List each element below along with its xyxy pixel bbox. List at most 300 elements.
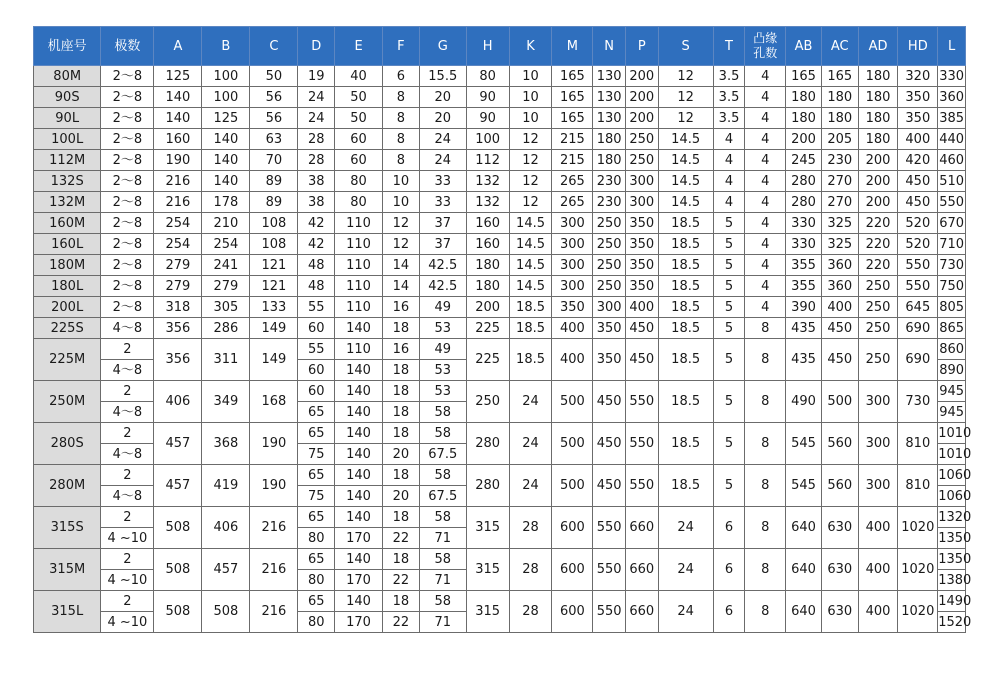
table-row	[34, 234, 966, 255]
c-cell: 133	[250, 297, 298, 318]
a-cell: 356	[154, 318, 202, 339]
ab-cell: 355	[786, 276, 822, 297]
table-row	[34, 381, 966, 402]
poles-cell: 2	[101, 549, 154, 570]
table-row	[34, 150, 966, 171]
ad-cell: 400	[858, 549, 898, 591]
l-cell: 1380	[938, 570, 966, 591]
e-cell: 80	[335, 192, 383, 213]
table-row	[34, 423, 966, 444]
a-cell: 140	[154, 87, 202, 108]
h-cell: 80	[466, 66, 509, 87]
ad-cell: 250	[858, 276, 898, 297]
poles-cell: 4～8	[101, 486, 154, 507]
hd-cell: 810	[898, 465, 938, 507]
e-cell: 170	[335, 528, 383, 549]
table-row	[34, 87, 966, 108]
f-cell: 8	[383, 150, 420, 171]
l-cell: 460	[938, 150, 966, 171]
p-cell: 400	[625, 297, 658, 318]
poles-cell: 2～8	[101, 66, 154, 87]
h-cell: 100	[466, 129, 509, 150]
table-row	[34, 129, 966, 150]
model-cell: 180M	[34, 255, 101, 276]
l-cell: 385	[938, 108, 966, 129]
l-cell: 1490	[938, 591, 966, 612]
holes-cell: 8	[745, 549, 786, 591]
b-cell: 311	[202, 339, 250, 381]
d-cell: 24	[298, 87, 335, 108]
poles-cell: 4～8	[101, 444, 154, 465]
a-cell: 216	[154, 192, 202, 213]
b-cell: 100	[202, 66, 250, 87]
model-cell: 225M	[34, 339, 101, 381]
d-cell: 24	[298, 108, 335, 129]
ad-cell: 180	[858, 108, 898, 129]
n-cell: 250	[593, 276, 626, 297]
poles-cell: 2～8	[101, 150, 154, 171]
c-cell: 190	[250, 465, 298, 507]
g-cell: 20	[419, 108, 466, 129]
h-cell: 180	[466, 255, 509, 276]
t-cell: 5	[713, 297, 745, 318]
a-cell: 457	[154, 465, 202, 507]
ac-cell: 325	[821, 213, 858, 234]
poles-cell: 2～8	[101, 108, 154, 129]
table-row	[34, 108, 966, 129]
d-cell: 42	[298, 213, 335, 234]
hd-cell: 450	[898, 192, 938, 213]
l-cell: 1350	[938, 528, 966, 549]
n-cell: 250	[593, 255, 626, 276]
c-cell: 216	[250, 549, 298, 591]
d-cell: 55	[298, 339, 335, 360]
h-cell: 315	[466, 591, 509, 633]
l-cell: 710	[938, 234, 966, 255]
ad-cell: 200	[858, 192, 898, 213]
s-cell: 12	[658, 108, 713, 129]
poles-cell: 2～8	[101, 255, 154, 276]
g-cell: 58	[419, 549, 466, 570]
hd-cell: 550	[898, 276, 938, 297]
hd-cell: 320	[898, 66, 938, 87]
s-cell: 18.5	[658, 297, 713, 318]
table-row	[34, 213, 966, 234]
h-cell: 200	[466, 297, 509, 318]
m-cell: 400	[552, 318, 593, 339]
ab-cell: 245	[786, 150, 822, 171]
ac-cell: 360	[821, 255, 858, 276]
l-cell: 360	[938, 87, 966, 108]
e-cell: 140	[335, 549, 383, 570]
poles-cell: 2～8	[101, 297, 154, 318]
p-cell: 350	[625, 213, 658, 234]
t-cell: 3.5	[713, 87, 745, 108]
holes-cell: 4	[745, 297, 786, 318]
ad-cell: 200	[858, 150, 898, 171]
e-cell: 110	[335, 255, 383, 276]
header-p: P	[625, 27, 658, 66]
t-cell: 5	[713, 276, 745, 297]
e-cell: 140	[335, 402, 383, 423]
t-cell: 4	[713, 150, 745, 171]
e-cell: 110	[335, 213, 383, 234]
c-cell: 89	[250, 171, 298, 192]
g-cell: 42.5	[419, 276, 466, 297]
header-s: S	[658, 27, 713, 66]
poles-cell: 2～8	[101, 276, 154, 297]
table-row	[34, 591, 966, 612]
e-cell: 50	[335, 108, 383, 129]
holes-cell: 4	[745, 171, 786, 192]
c-cell: 149	[250, 339, 298, 381]
f-cell: 10	[383, 192, 420, 213]
s-cell: 24	[658, 549, 713, 591]
l-cell: 945	[938, 402, 966, 423]
t-cell: 5	[713, 234, 745, 255]
s-cell: 24	[658, 507, 713, 549]
d-cell: 60	[298, 318, 335, 339]
b-cell: 210	[202, 213, 250, 234]
f-cell: 20	[383, 444, 420, 465]
a-cell: 190	[154, 150, 202, 171]
holes-cell: 8	[745, 591, 786, 633]
g-cell: 58	[419, 507, 466, 528]
poles-cell: 2	[101, 591, 154, 612]
header-g: G	[419, 27, 466, 66]
model-cell: 280M	[34, 465, 101, 507]
holes-cell: 4	[745, 234, 786, 255]
l-cell: 1520	[938, 612, 966, 633]
model-cell: 132S	[34, 171, 101, 192]
c-cell: 89	[250, 192, 298, 213]
p-cell: 250	[625, 150, 658, 171]
ac-cell: 325	[821, 234, 858, 255]
t-cell: 4	[713, 129, 745, 150]
p-cell: 550	[625, 423, 658, 465]
f-cell: 16	[383, 297, 420, 318]
ad-cell: 180	[858, 129, 898, 150]
ab-cell: 545	[786, 423, 822, 465]
a-cell: 279	[154, 276, 202, 297]
p-cell: 200	[625, 87, 658, 108]
b-cell: 254	[202, 234, 250, 255]
g-cell: 53	[419, 318, 466, 339]
ac-cell: 205	[821, 129, 858, 150]
hd-cell: 520	[898, 234, 938, 255]
l-cell: 1010	[938, 423, 966, 444]
d-cell: 38	[298, 171, 335, 192]
g-cell: 33	[419, 171, 466, 192]
l-cell: 1060	[938, 465, 966, 486]
g-cell: 58	[419, 402, 466, 423]
m-cell: 265	[552, 192, 593, 213]
a-cell: 160	[154, 129, 202, 150]
ac-cell: 630	[821, 507, 858, 549]
e-cell: 80	[335, 171, 383, 192]
ad-cell: 250	[858, 297, 898, 318]
f-cell: 12	[383, 213, 420, 234]
p-cell: 300	[625, 171, 658, 192]
e-cell: 170	[335, 612, 383, 633]
header-n: N	[593, 27, 626, 66]
t-cell: 3.5	[713, 108, 745, 129]
holes-cell: 4	[745, 66, 786, 87]
poles-cell: 2～8	[101, 234, 154, 255]
s-cell: 18.5	[658, 465, 713, 507]
e-cell: 140	[335, 486, 383, 507]
poles-cell: 4～8	[101, 318, 154, 339]
l-cell: 865	[938, 318, 966, 339]
n-cell: 180	[593, 150, 626, 171]
header-a: A	[154, 27, 202, 66]
m-cell: 500	[552, 423, 593, 465]
model-cell: 100L	[34, 129, 101, 150]
k-cell: 12	[509, 150, 552, 171]
ad-cell: 400	[858, 591, 898, 633]
n-cell: 250	[593, 234, 626, 255]
g-cell: 49	[419, 297, 466, 318]
l-cell: 670	[938, 213, 966, 234]
model-cell: 250M	[34, 381, 101, 423]
d-cell: 75	[298, 444, 335, 465]
s-cell: 18.5	[658, 255, 713, 276]
c-cell: 168	[250, 381, 298, 423]
l-cell: 860	[938, 339, 966, 360]
f-cell: 18	[383, 360, 420, 381]
f-cell: 8	[383, 87, 420, 108]
s-cell: 18.5	[658, 423, 713, 465]
ad-cell: 300	[858, 381, 898, 423]
s-cell: 14.5	[658, 192, 713, 213]
holes-cell: 4	[745, 213, 786, 234]
hd-cell: 400	[898, 129, 938, 150]
p-cell: 350	[625, 234, 658, 255]
a-cell: 279	[154, 255, 202, 276]
table-row	[34, 549, 966, 570]
g-cell: 37	[419, 234, 466, 255]
c-cell: 56	[250, 108, 298, 129]
holes-cell: 4	[745, 192, 786, 213]
hd-cell: 350	[898, 87, 938, 108]
poles-cell: 2	[101, 423, 154, 444]
s-cell: 18.5	[658, 318, 713, 339]
l-cell: 510	[938, 171, 966, 192]
holes-cell: 4	[745, 255, 786, 276]
b-cell: 178	[202, 192, 250, 213]
t-cell: 6	[713, 507, 745, 549]
header-l: L	[938, 27, 966, 66]
a-cell: 508	[154, 549, 202, 591]
holes-cell: 8	[745, 318, 786, 339]
k-cell: 10	[509, 87, 552, 108]
e-cell: 110	[335, 339, 383, 360]
hd-cell: 1020	[898, 507, 938, 549]
ac-cell: 180	[821, 87, 858, 108]
d-cell: 65	[298, 549, 335, 570]
c-cell: 56	[250, 87, 298, 108]
k-cell: 14.5	[509, 255, 552, 276]
s-cell: 18.5	[658, 381, 713, 423]
d-cell: 80	[298, 612, 335, 633]
d-cell: 65	[298, 507, 335, 528]
b-cell: 419	[202, 465, 250, 507]
ab-cell: 640	[786, 549, 822, 591]
e-cell: 110	[335, 234, 383, 255]
n-cell: 350	[593, 339, 626, 381]
n-cell: 350	[593, 318, 626, 339]
l-cell: 750	[938, 276, 966, 297]
a-cell: 457	[154, 423, 202, 465]
p-cell: 660	[625, 549, 658, 591]
n-cell: 130	[593, 87, 626, 108]
poles-cell: 4 ~10	[101, 612, 154, 633]
poles-cell: 2	[101, 465, 154, 486]
f-cell: 22	[383, 612, 420, 633]
t-cell: 4	[713, 192, 745, 213]
c-cell: 149	[250, 318, 298, 339]
m-cell: 600	[552, 549, 593, 591]
holes-cell: 8	[745, 381, 786, 423]
t-cell: 5	[713, 213, 745, 234]
p-cell: 660	[625, 507, 658, 549]
ab-cell: 165	[786, 66, 822, 87]
ad-cell: 180	[858, 66, 898, 87]
g-cell: 53	[419, 360, 466, 381]
g-cell: 71	[419, 528, 466, 549]
l-cell: 330	[938, 66, 966, 87]
header-m: M	[552, 27, 593, 66]
ab-cell: 640	[786, 591, 822, 633]
k-cell: 10	[509, 108, 552, 129]
header-e: E	[335, 27, 383, 66]
d-cell: 28	[298, 150, 335, 171]
spec-table-wrapper	[33, 26, 972, 633]
s-cell: 18.5	[658, 276, 713, 297]
ad-cell: 250	[858, 339, 898, 381]
d-cell: 75	[298, 486, 335, 507]
e-cell: 140	[335, 465, 383, 486]
ac-cell: 450	[821, 318, 858, 339]
ac-cell: 630	[821, 549, 858, 591]
n-cell: 450	[593, 381, 626, 423]
g-cell: 53	[419, 381, 466, 402]
h-cell: 280	[466, 465, 509, 507]
model-cell: 200L	[34, 297, 101, 318]
m-cell: 400	[552, 339, 593, 381]
ab-cell: 355	[786, 255, 822, 276]
d-cell: 28	[298, 129, 335, 150]
k-cell: 24	[509, 381, 552, 423]
model-cell: 315L	[34, 591, 101, 633]
l-cell: 440	[938, 129, 966, 150]
g-cell: 33	[419, 192, 466, 213]
b-cell: 349	[202, 381, 250, 423]
e-cell: 140	[335, 444, 383, 465]
p-cell: 300	[625, 192, 658, 213]
b-cell: 457	[202, 549, 250, 591]
a-cell: 356	[154, 339, 202, 381]
poles-cell: 2～8	[101, 213, 154, 234]
model-cell: 90S	[34, 87, 101, 108]
header-h: H	[466, 27, 509, 66]
hd-cell: 690	[898, 339, 938, 381]
holes-cell: 8	[745, 423, 786, 465]
s-cell: 24	[658, 591, 713, 633]
b-cell: 508	[202, 591, 250, 633]
poles-cell: 4 ~10	[101, 570, 154, 591]
t-cell: 5	[713, 339, 745, 381]
a-cell: 508	[154, 507, 202, 549]
p-cell: 350	[625, 276, 658, 297]
p-cell: 250	[625, 129, 658, 150]
header-hd: HD	[898, 27, 938, 66]
d-cell: 48	[298, 276, 335, 297]
model-cell: 132M	[34, 192, 101, 213]
c-cell: 190	[250, 423, 298, 465]
p-cell: 200	[625, 66, 658, 87]
h-cell: 132	[466, 192, 509, 213]
table-row	[34, 276, 966, 297]
n-cell: 130	[593, 108, 626, 129]
n-cell: 250	[593, 213, 626, 234]
d-cell: 60	[298, 381, 335, 402]
dimension-spec-table	[33, 26, 972, 633]
poles-cell: 2	[101, 381, 154, 402]
g-cell: 58	[419, 591, 466, 612]
h-cell: 180	[466, 276, 509, 297]
a-cell: 254	[154, 234, 202, 255]
ac-cell: 270	[821, 192, 858, 213]
model-cell: 90L	[34, 108, 101, 129]
f-cell: 18	[383, 318, 420, 339]
t-cell: 5	[713, 255, 745, 276]
k-cell: 28	[509, 591, 552, 633]
k-cell: 18.5	[509, 297, 552, 318]
l-cell: 1320	[938, 507, 966, 528]
c-cell: 216	[250, 591, 298, 633]
ad-cell: 220	[858, 234, 898, 255]
s-cell: 18.5	[658, 213, 713, 234]
m-cell: 500	[552, 465, 593, 507]
h-cell: 315	[466, 549, 509, 591]
h-cell: 132	[466, 171, 509, 192]
s-cell: 12	[658, 87, 713, 108]
model-cell: 315S	[34, 507, 101, 549]
t-cell: 5	[713, 423, 745, 465]
t-cell: 5	[713, 318, 745, 339]
n-cell: 550	[593, 591, 626, 633]
e-cell: 110	[335, 297, 383, 318]
d-cell: 65	[298, 402, 335, 423]
f-cell: 18	[383, 465, 420, 486]
c-cell: 108	[250, 213, 298, 234]
d-cell: 65	[298, 465, 335, 486]
k-cell: 14.5	[509, 276, 552, 297]
holes-cell: 4	[745, 276, 786, 297]
holes-cell: 4	[745, 150, 786, 171]
f-cell: 22	[383, 528, 420, 549]
d-cell: 48	[298, 255, 335, 276]
s-cell: 18.5	[658, 234, 713, 255]
f-cell: 12	[383, 234, 420, 255]
table-row	[34, 66, 966, 87]
g-cell: 67.5	[419, 486, 466, 507]
l-cell: 945	[938, 381, 966, 402]
h-cell: 280	[466, 423, 509, 465]
header-k: K	[509, 27, 552, 66]
g-cell: 24	[419, 150, 466, 171]
